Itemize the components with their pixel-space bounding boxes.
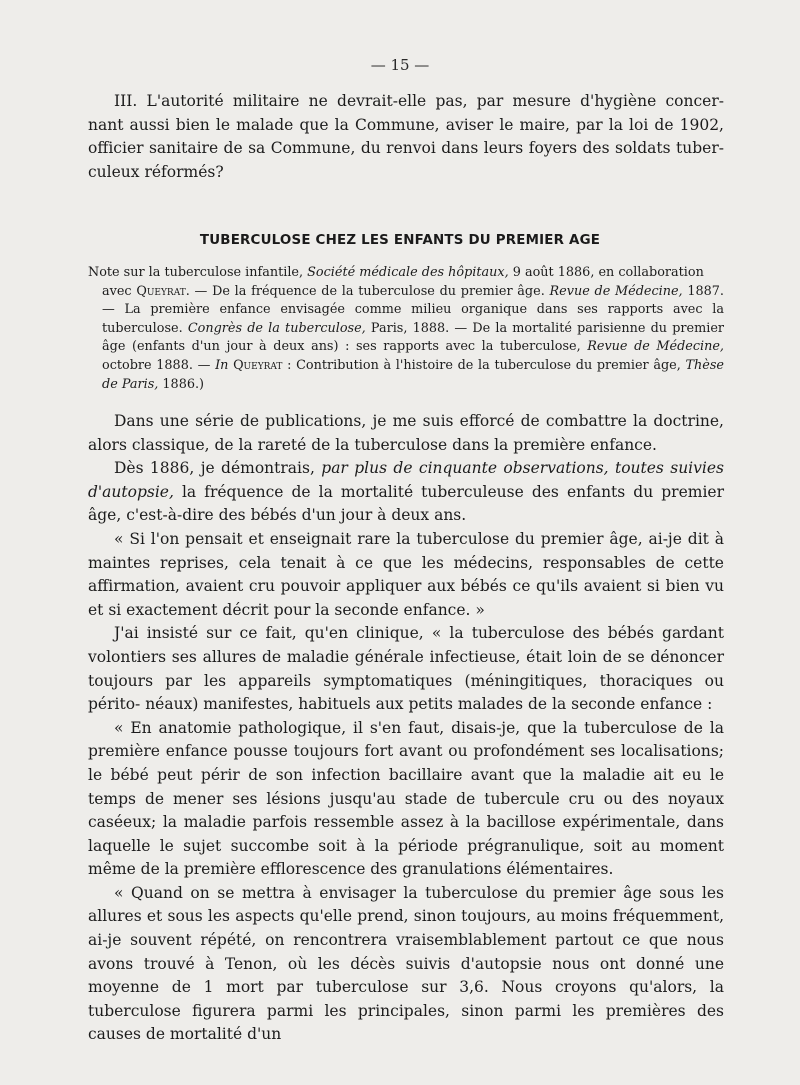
p6-line: « Quand on se mettra à envisager la tuberculose du premier âge sous les <box>114 883 724 902</box>
note-continuation <box>88 283 724 395</box>
p4-line: toujours par les appareils symptomatiques (méningitiques, thoraciques ou périto- <box>88 671 724 714</box>
paragraph-1 <box>88 410 724 457</box>
p5-line: « En anatomie pathologique, il s'en faut, disais-je, que la tuberculose de la <box>114 718 724 737</box>
note-journal: Congrès de la tuberculose, <box>187 320 366 336</box>
note-text: tuberculose. <box>102 320 188 336</box>
note-author: Queyrat <box>233 357 283 373</box>
paragraph-4 <box>88 622 724 716</box>
p6-line: allures et sous les aspects qu'elle prend, sinon toujours, au moins fréquemment, <box>88 907 724 926</box>
note-text: Note sur la tuberculose infantile, <box>88 265 308 280</box>
note-text: . — De la fréquence de la tuberculose du premier âge. <box>185 283 550 299</box>
p6-line: ai-je souvent répété, on rencontrera vraisemblablement partout ce que nous <box>88 931 724 950</box>
intro-line-2: nant aussi bien le malade que la Commune, aviser le maire, par la loi de 1902, <box>88 115 724 134</box>
note-text: avec <box>102 283 137 299</box>
bibliography-note <box>88 264 724 394</box>
p3-line: affirmation, avaient cru pouvoir appliquer aux bébés ce qu'ils avaient si bien <box>88 577 700 596</box>
intro-paragraph <box>88 90 724 184</box>
note-text: Paris, 1888. — De la mortalité parisienne du premier <box>365 320 725 336</box>
note-text: 1887. <box>682 283 724 299</box>
note-text: âge (enfants d'un jour à deux ans) : ses rapports avec la tuberculose, <box>102 339 588 355</box>
note-text: — La première enfance envisagée comme milieu organique dans ses rapports avec la <box>102 302 724 318</box>
intro-line-3: officier sanitaire de sa Commune, du renvoi dans leurs foyers des soldats tuber- <box>88 139 724 158</box>
note-in: In <box>215 357 229 373</box>
p3-line: vu et si exactement décrit pour la seconde enfance. » <box>88 577 724 619</box>
intro-line-4: culeux réformés? <box>88 162 224 181</box>
p5-line: première efflorescence des granulations élémentaires. <box>183 860 614 879</box>
p3-line: dit à maintes reprises, cela tenait à ce que les médecins, responsables de cette <box>88 529 725 572</box>
p5-line: le sujet succombe soit à la période prégranulique, soit au moment même de la <box>88 836 724 879</box>
p4-line: néaux) manifestes, habituels aux petits malades de la seconde enfance : <box>145 695 713 714</box>
paragraph-5 <box>88 717 724 882</box>
p5-line: première enfance pousse toujours fort avant ou profondément ses localisations; <box>88 742 724 761</box>
p4-line: J'ai insisté sur ce fait, qu'en clinique, « la tuberculose des bébés gardant <box>114 624 724 643</box>
note-journal: Revue de Médecine, <box>587 339 724 355</box>
p6-line: avons trouvé à Tenon, où les décès suivis d'autopsie nous ont donné une moyenne <box>88 954 724 997</box>
note-text: octobre 1888. — <box>102 357 216 373</box>
p2-emphasis: d'autopsie, <box>88 482 174 501</box>
p6-line: parmi les principales, sinon parmi les premières des causes de mortalité d'un <box>88 1001 724 1044</box>
p2-text: Dès 1886, je démontrais, <box>114 459 322 478</box>
note-thesis: Thèse de Paris, <box>102 357 724 392</box>
p4-line: volontiers ses allures de maladie générale infectieuse, était loin de se dénoncer <box>88 647 724 666</box>
note-author: Queyrat <box>136 283 186 299</box>
note-journal: Société médicale des hôpitaux, <box>307 265 509 280</box>
page-number: — 15 — <box>370 56 430 74</box>
note-text: : Contribution à l'histoire de la tuberculose du premier âge, <box>282 357 681 373</box>
p5-line: le bébé peut périr de son infection bacillaire avant que la maladie ait eu le temps <box>88 765 724 808</box>
p6-line: de 1 mort par tuberculose sur 3,6. Nous croyons qu'alors, la tuberculose figurera <box>88 978 724 1020</box>
note-text: 1886.) <box>158 376 205 392</box>
paragraph-3 <box>88 528 724 622</box>
p2-text: la fréquence de la mortalité tuberculeuse des enfants du premier <box>173 482 724 501</box>
paragraph-6 <box>88 882 724 1047</box>
paragraph-2 <box>88 457 724 528</box>
p5-line: maladie parfois ressemble assez à la bacillose expérimentale, dans laquelle <box>88 813 725 855</box>
note-journal: Revue de Médecine, <box>549 283 683 299</box>
body-text <box>88 410 724 1047</box>
p1-line: alors classique, de la rareté de la tuberculose dans la première enfance. <box>88 435 657 454</box>
p3-line: « Si l'on pensait et enseignait rare la tuberculose du premier âge, ai-je <box>114 529 682 548</box>
section-heading: TUBERCULOSE CHEZ LES ENFANTS DU PREMIER AGE <box>199 233 601 248</box>
p2-text: âge, c'est-à-dire des bébés d'un jour à deux ans. <box>88 506 467 525</box>
p1-line: Dans une série de publications, je me suis efforcé de combattre la doctrine, <box>114 412 724 430</box>
intro-paragraph-text <box>88 90 724 184</box>
note-text: 9 août 1886, en collaboration <box>508 265 704 280</box>
p5-line: de mener ses lésions jusqu'au stade de tubercule cru ou des noyaux caséeux; la <box>88 789 724 832</box>
p2-emphasis: par plus de cinquante observations, toutes suivies <box>321 459 724 478</box>
intro-line-1: III. L'autorité militaire ne devrait-elle pas, par mesure d'hygiène concer- <box>114 92 724 110</box>
